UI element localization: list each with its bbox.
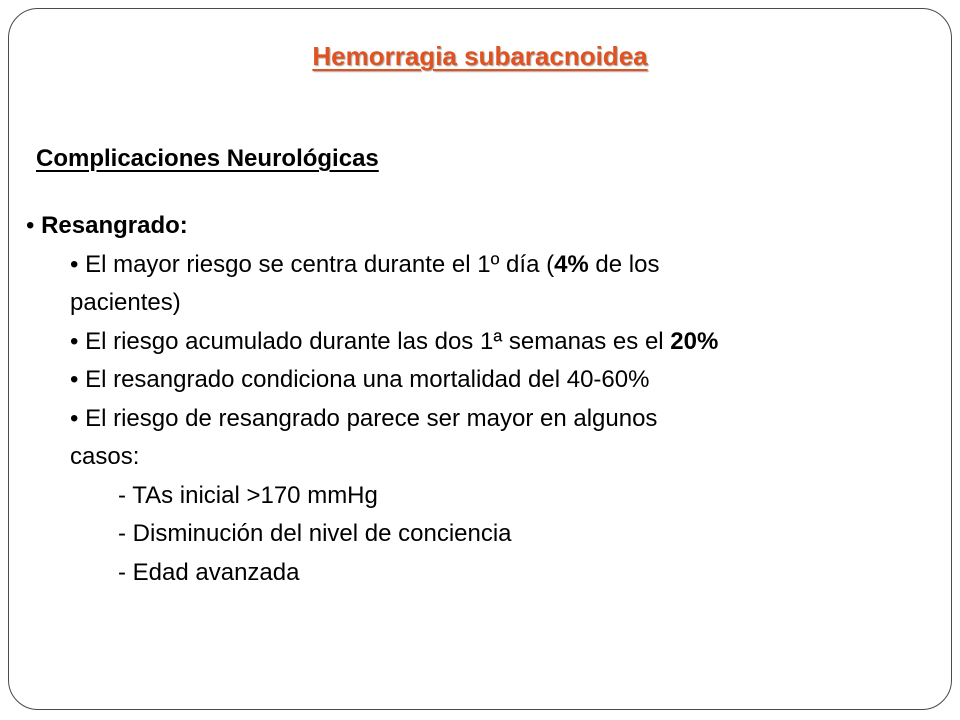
heading-resangrado: Resangrado: bbox=[41, 212, 188, 239]
item-text: El mayor riesgo se centra durante el 1º día ( bbox=[85, 250, 555, 278]
item-bold-value: 4% bbox=[554, 250, 589, 278]
item-text: El resangrado condiciona una mortalidad del 40-60% bbox=[85, 366, 650, 393]
list-item-mortalidad bbox=[26, 361, 946, 400]
sub-item-conciencia: - Disminución del nivel de conciencia bbox=[118, 520, 512, 547]
list-item-riesgo-dia bbox=[26, 246, 946, 285]
list-item-riesgo-mayor bbox=[26, 400, 946, 439]
slide-content bbox=[26, 207, 946, 592]
item-text: El riesgo de resangrado parece ser mayor en algunos bbox=[85, 404, 658, 432]
bullet-heading bbox=[26, 207, 946, 246]
section-subtitle: Complicaciones Neurológicas bbox=[36, 145, 379, 172]
bullet-glyph: • bbox=[70, 366, 79, 393]
sub-item-edad: - Edad avanzada bbox=[118, 558, 300, 586]
slide-title: Hemorragia subaracnoidea bbox=[312, 41, 648, 71]
item-text: pacientes) bbox=[70, 289, 181, 316]
sub-item-tas: - TAs inicial >170 mmHg bbox=[118, 481, 378, 509]
list-item-continuation bbox=[26, 284, 946, 323]
bullet-glyph: • bbox=[70, 404, 79, 432]
item-text: El riesgo acumulado durante las dos 1ª semanas es el bbox=[85, 327, 671, 355]
list-item-riesgo-acumulado bbox=[26, 323, 946, 362]
item-bold-value: 20% bbox=[670, 327, 719, 355]
bullet-glyph: • bbox=[70, 327, 79, 355]
bullet-glyph: • bbox=[70, 250, 79, 278]
item-text: de los bbox=[588, 250, 660, 278]
bullet-glyph: • bbox=[26, 212, 35, 239]
item-text: casos: bbox=[70, 443, 140, 470]
list-item-continuation bbox=[26, 438, 946, 477]
